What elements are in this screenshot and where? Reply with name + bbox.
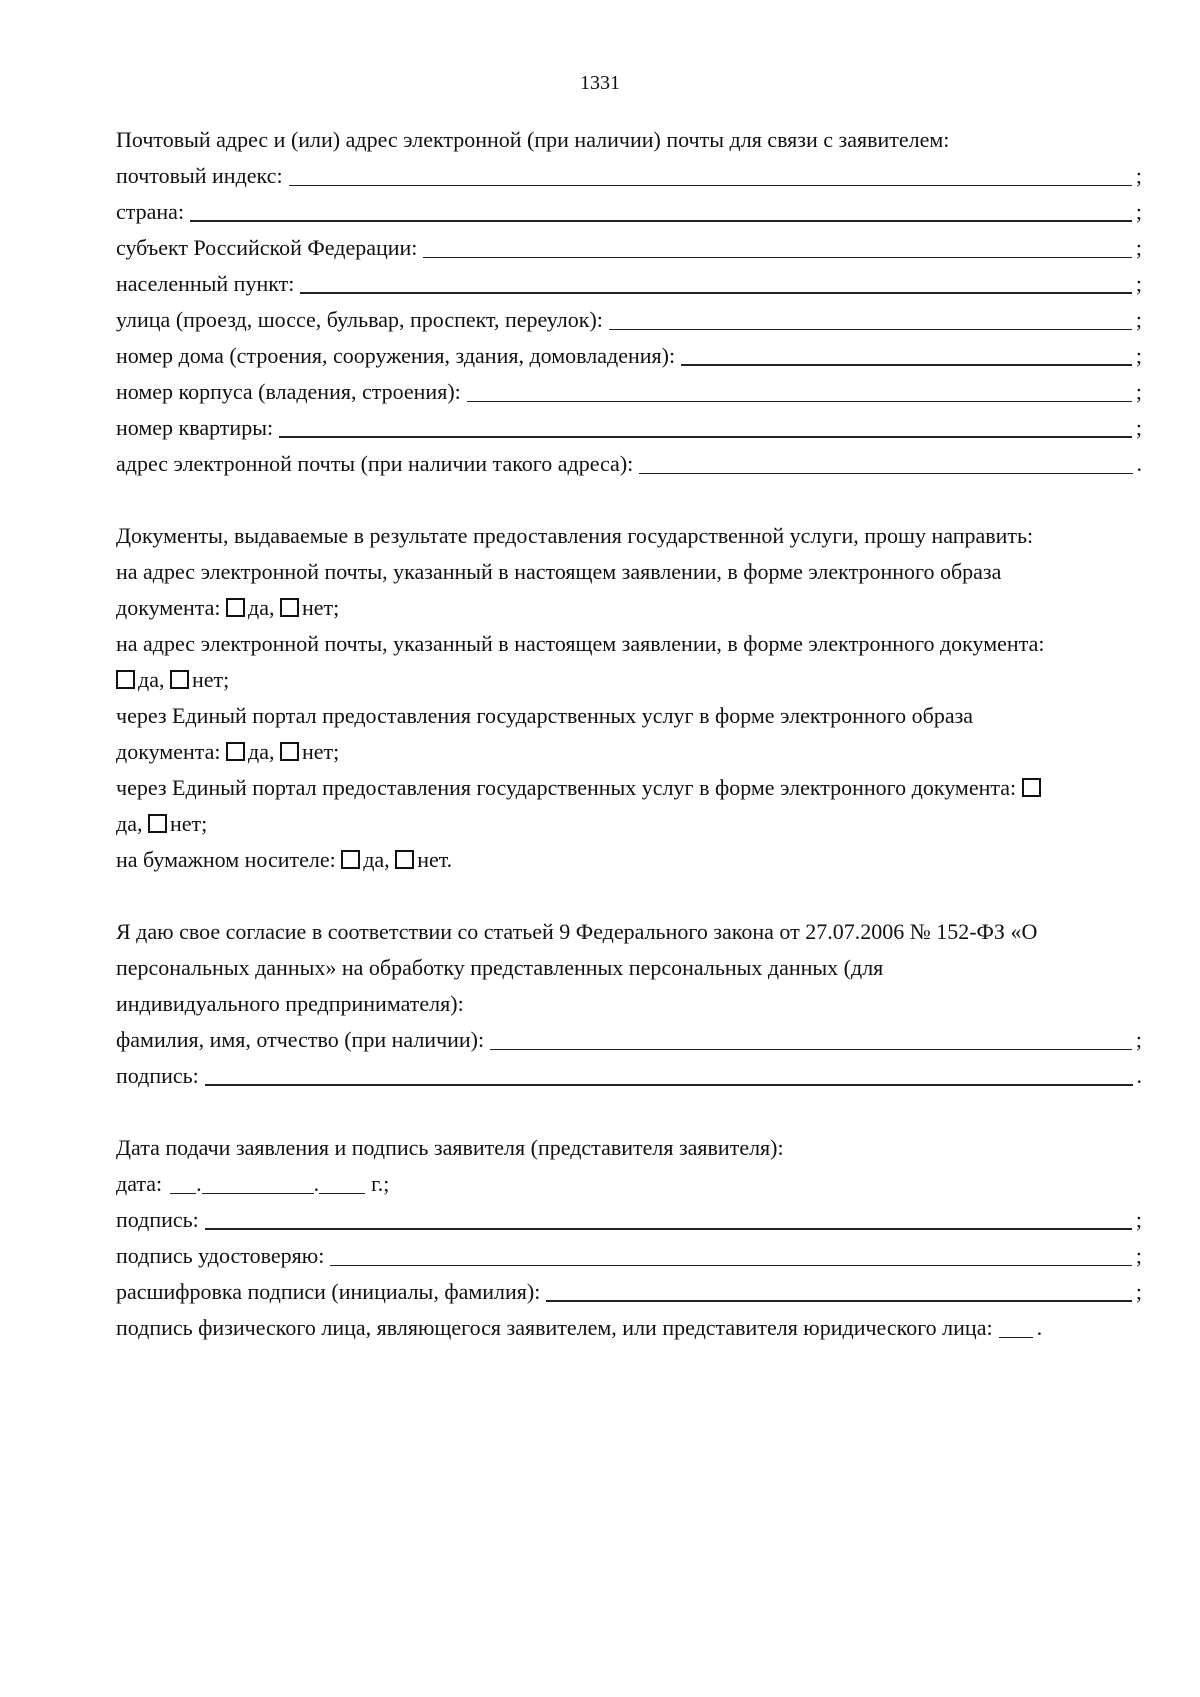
- field-label: страна:: [116, 199, 185, 224]
- field-label: номер дома (строения, сооружения, здания, домовладения):: [116, 343, 676, 368]
- submission-signature-blank[interactable]: [205, 1227, 1132, 1230]
- country-blank[interactable]: [190, 219, 1132, 222]
- field-label: подпись удостоверяю:: [116, 1243, 325, 1268]
- certify-blank[interactable]: [330, 1264, 1132, 1266]
- decode-blank[interactable]: [546, 1299, 1132, 1302]
- consent-text-line-1: Я даю свое согласие в соответствии со статьей 9 Федерального закона от 27.07.2006 № 152-ФЗ «О: [116, 919, 1038, 944]
- application-form: [116, 122, 1142, 1346]
- field-label: фамилия, имя, отчество (при наличии):: [116, 1027, 485, 1052]
- delivery-option-email-doc-text: на адрес электронной почты, указанный в настоящем заявлении, в форме электронного документа:: [116, 631, 1045, 656]
- delivery-option-portal-doc-text: через Единый портал предоставления государственных услуг в форме электронного документа:: [116, 770, 1142, 806]
- field-label: населенный пункт:: [116, 271, 295, 296]
- delivery-option-paper: на бумажном носителе: да, нет.: [116, 847, 453, 872]
- no-checkbox[interactable]: [280, 598, 299, 617]
- field-label: субъект Российской Федерации:: [116, 235, 418, 260]
- month-blank[interactable]: [202, 1192, 314, 1194]
- no-checkbox[interactable]: [280, 742, 299, 761]
- yes-checkbox[interactable]: [341, 850, 360, 869]
- year-blank[interactable]: [319, 1192, 365, 1194]
- date-field[interactable]: дата: . . г.;: [116, 1171, 390, 1196]
- yes-checkbox[interactable]: [226, 598, 245, 617]
- field-label: номер корпуса (владения, строения):: [116, 379, 461, 404]
- email-field[interactable]: адрес электронной почты (при наличии такого адреса): .: [116, 446, 1142, 482]
- delivery-heading: Документы, выдаваемые в результате предоставления государственной услуги, прошу направить:: [116, 523, 1034, 548]
- consent-signature-field[interactable]: подпись: .: [116, 1058, 1142, 1094]
- no-checkbox[interactable]: [170, 670, 189, 689]
- street-field[interactable]: улица (проезд, шоссе, бульвар, проспект, переулок): ;: [116, 302, 1142, 338]
- locality-field[interactable]: населенный пункт: ;: [116, 266, 1142, 302]
- person-signature-blank[interactable]: [999, 1336, 1033, 1338]
- certify-signature-field[interactable]: подпись удостоверяю: ;: [116, 1238, 1142, 1274]
- postal-code-field[interactable]: почтовый индекс: ;: [116, 158, 1142, 194]
- yes-checkbox[interactable]: [226, 742, 245, 761]
- building-number-blank[interactable]: [467, 400, 1132, 402]
- apartment-number-blank[interactable]: [279, 435, 1132, 438]
- apartment-number-field[interactable]: номер квартиры: ;: [116, 410, 1142, 446]
- field-label: подпись:: [116, 1207, 199, 1232]
- postal-code-blank[interactable]: [289, 184, 1132, 186]
- yes-checkbox[interactable]: [116, 670, 135, 689]
- field-label: расшифровка подписи (инициалы, фамилия):: [116, 1279, 541, 1304]
- field-label: подпись:: [116, 1063, 199, 1088]
- email-blank[interactable]: [639, 472, 1132, 474]
- delivery-option-portal-image: документа: да, нет;: [116, 739, 340, 764]
- house-number-blank[interactable]: [681, 363, 1132, 366]
- person-signature-field[interactable]: подпись физического лица, являющегося заявителем, или представителя юридического лица: .: [116, 1310, 1142, 1346]
- delivery-option-email-image-text: на адрес электронной почты, указанный в настоящем заявлении, в форме электронного образа: [116, 559, 1002, 584]
- signature-decode-field[interactable]: расшифровка подписи (инициалы, фамилия): ;: [116, 1274, 1142, 1310]
- consent-fio-field[interactable]: фамилия, имя, отчество (при наличии): ;: [116, 1022, 1142, 1058]
- field-label: номер квартиры:: [116, 415, 274, 440]
- field-label: подпись физического лица, являющегося заявителем, или представителя юридического лица:: [116, 1315, 993, 1340]
- field-label: улица (проезд, шоссе, бульвар, проспект, переулок):: [116, 307, 603, 332]
- address-heading: Почтовый адрес и (или) адрес электронной (при наличии) почты для связи с заявителем:: [116, 127, 950, 152]
- field-label: почтовый индекс:: [116, 163, 283, 188]
- delivery-option-email-image: документа: да, нет;: [116, 595, 340, 620]
- street-blank[interactable]: [609, 328, 1132, 330]
- delivery-option-email-doc: да, нет;: [116, 662, 1142, 698]
- country-field[interactable]: страна: ;: [116, 194, 1142, 230]
- region-blank[interactable]: [423, 256, 1131, 258]
- no-checkbox[interactable]: [148, 814, 167, 833]
- consent-text-line-2: персональных данных» на обработку представленных персональных данных (для: [116, 955, 884, 980]
- consent-signature-blank[interactable]: [205, 1083, 1133, 1086]
- house-number-field[interactable]: номер дома (строения, сооружения, здания, домовладения): ;: [116, 338, 1142, 374]
- region-field[interactable]: субъект Российской Федерации: ;: [116, 230, 1142, 266]
- delivery-option-portal-image-text: через Единый портал предоставления государственных услуг в форме электронного образа: [116, 703, 974, 728]
- locality-blank[interactable]: [300, 291, 1132, 294]
- delivery-option-portal-doc: да, нет;: [116, 811, 208, 836]
- day-blank[interactable]: [170, 1192, 196, 1194]
- submission-heading: Дата подачи заявления и подпись заявителя (представителя заявителя):: [116, 1135, 784, 1160]
- consent-text-line-3: индивидуального предпринимателя):: [116, 991, 464, 1016]
- no-checkbox[interactable]: [395, 850, 414, 869]
- page-number: 1331: [580, 72, 620, 94]
- submission-signature-field[interactable]: подпись: ;: [116, 1202, 1142, 1238]
- yes-checkbox[interactable]: [1022, 778, 1041, 797]
- building-number-field[interactable]: номер корпуса (владения, строения): ;: [116, 374, 1142, 410]
- fio-blank[interactable]: [490, 1048, 1132, 1050]
- field-label: адрес электронной почты (при наличии такого адреса):: [116, 451, 634, 476]
